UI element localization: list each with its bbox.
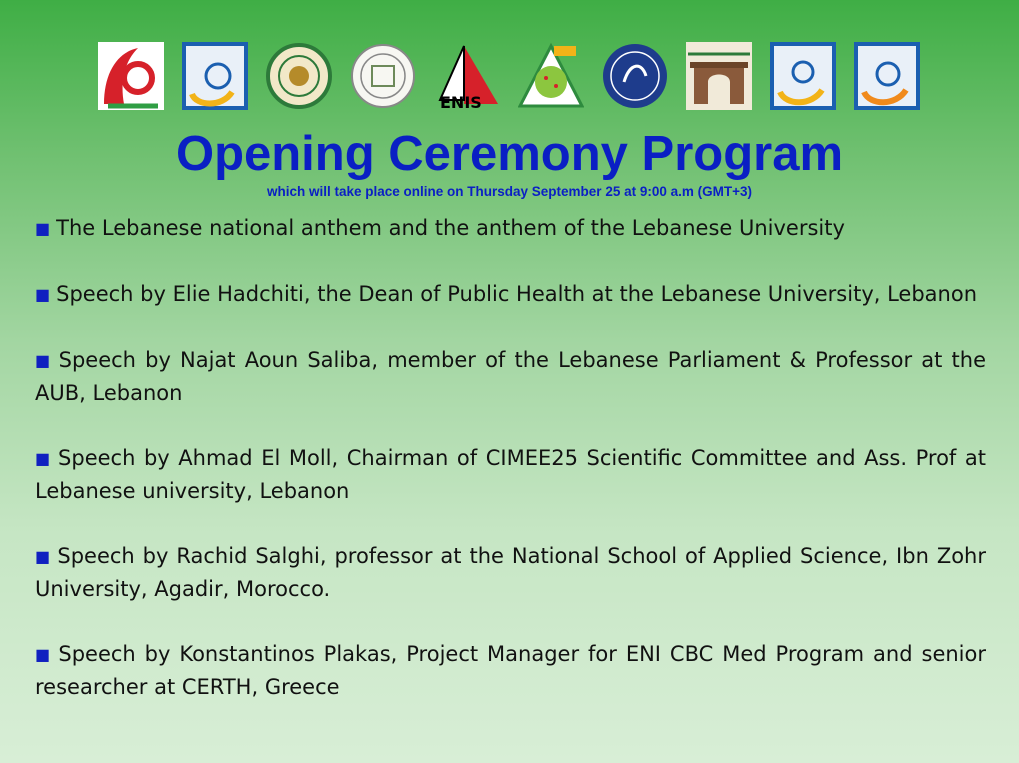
faculty-blue-logo-icon bbox=[770, 42, 836, 110]
list-item bbox=[35, 344, 986, 409]
list-item-text: Speech by Rachid Salghi, professor at the National School of Applied Science, Ibn Zohr University, Agadir, Morocco. bbox=[35, 544, 987, 601]
faculty-blue-orange-logo-icon bbox=[854, 42, 920, 110]
list-item-text: Speech by Konstantinos Plakas, Project Manager for ENI CBC Med Program and senior researcher at CERTH, Greece bbox=[35, 642, 986, 699]
lebanese-university-red-logo-icon bbox=[98, 42, 164, 110]
list-item-text: Speech by Elie Hadchiti, the Dean of Public Health at the Lebanese University, Lebanon bbox=[56, 282, 978, 306]
list-item bbox=[35, 638, 986, 703]
list-item bbox=[35, 540, 986, 605]
university-seal-green-icon bbox=[266, 42, 332, 110]
bullet-square-icon: ■ bbox=[35, 285, 51, 304]
list-item bbox=[35, 212, 986, 245]
page-title: Opening Ceremony Program bbox=[175, 127, 844, 181]
event-subtitle: which will take place online on Thursday September 25 at 9:00 a.m (GMT+3) bbox=[266, 184, 752, 199]
list-item-text: Speech by Najat Aoun Saliba, member of the Lebanese Parliament & Professor at the AUB, Lebanon bbox=[35, 348, 987, 405]
university-seal-grey-icon bbox=[350, 42, 416, 110]
bullet-square-icon: ■ bbox=[35, 351, 53, 370]
svg-text:ENIS: ENIS bbox=[440, 93, 482, 110]
bullet-square-icon: ■ bbox=[35, 645, 53, 664]
enis-logo-icon bbox=[434, 42, 500, 110]
bullet-square-icon: ■ bbox=[35, 547, 52, 566]
public-health-faculty-logo-icon bbox=[182, 42, 248, 110]
logo-strip bbox=[98, 40, 920, 112]
bullet-square-icon: ■ bbox=[35, 219, 51, 238]
list-item bbox=[35, 278, 986, 311]
list-item-text: The Lebanese national anthem and the anthem of the Lebanese University bbox=[56, 216, 845, 240]
list-item-text: Speech by Ahmad El Moll, Chairman of CIMEE25 Scientific Committee and Ass. Prof at Lebanese university, Lebanon bbox=[35, 446, 987, 503]
program-list bbox=[35, 212, 986, 736]
bullet-square-icon: ■ bbox=[35, 449, 53, 468]
list-item bbox=[35, 442, 986, 507]
cimee-logo-icon bbox=[518, 42, 584, 110]
historic-arch-logo-icon bbox=[686, 42, 752, 110]
ibn-zohr-university-logo-icon bbox=[602, 42, 668, 110]
